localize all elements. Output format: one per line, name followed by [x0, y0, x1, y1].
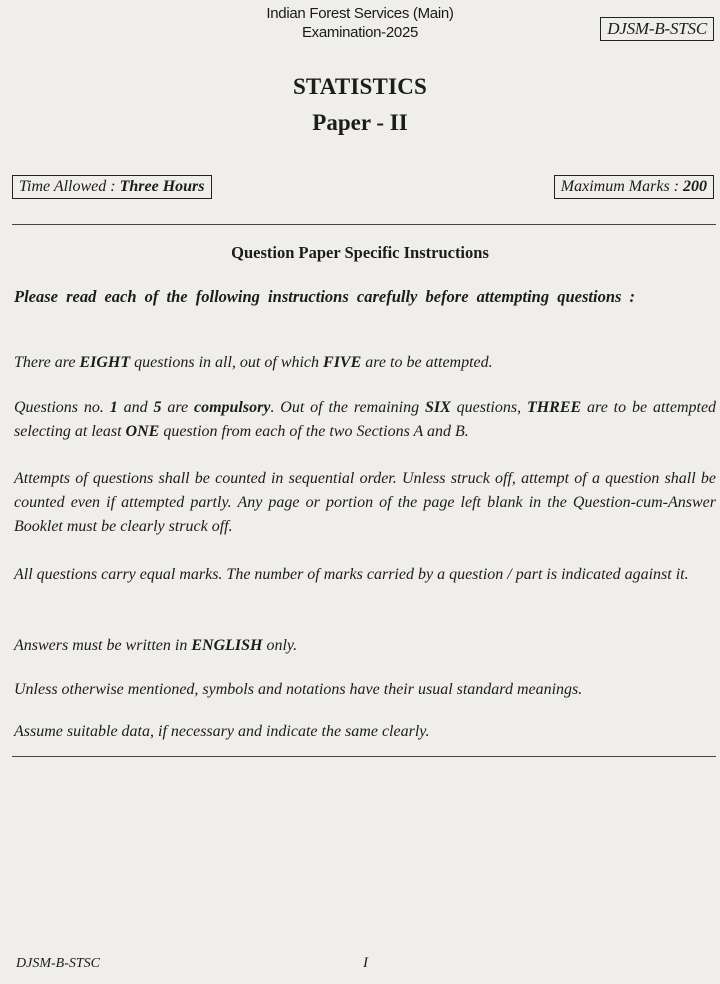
instruction-language: Answers must be written in ENGLISH only. — [14, 637, 298, 654]
instruction-compulsory: Questions no. 1 and 5 are compulsory. Out of the remaining SIX questions, THREE are to be attempted selecting at least ONE question from each of the two Sections A and B. — [14, 399, 717, 440]
paper-code-box: DJSM-B-STSC — [600, 17, 714, 41]
instruction-sequential-order: Attempts of questions shall be counted in sequential order. Unless struck off, attempt of a question shall be counted even if attempted partly. Any page or portion of the page left blank in the Question-cum-Answer Booklet must be clearly struck off. — [14, 470, 716, 535]
bottom-divider — [12, 756, 716, 757]
exam-year: Examination-2025 — [301, 24, 419, 41]
paper-title: Paper - II — [312, 110, 408, 135]
exam-name: Indian Forest Services (Main) — [266, 5, 454, 22]
marks-value: 200 — [683, 178, 707, 195]
top-divider — [12, 224, 716, 225]
footer-paper-code: DJSM-B-STSC — [16, 956, 100, 971]
marks-label: Maximum Marks : — [560, 178, 683, 195]
footer-page-number: I — [363, 955, 368, 971]
instructions-lead: Please read each of the following instructions carefully before attempting questions : — [14, 287, 636, 306]
maximum-marks-box — [554, 175, 714, 199]
instructions-heading: Question Paper Specific Instructions — [231, 243, 489, 262]
time-allowed-box — [12, 175, 212, 199]
instruction-question-count: There are EIGHT questions in all, out of which FIVE are to be attempted. — [14, 354, 493, 371]
instruction-notations: Unless otherwise mentioned, symbols and notations have their usual standard meanings. — [14, 681, 583, 698]
instruction-equal-marks: All questions carry equal marks. The number of marks carried by a question / part is indicated against it. — [14, 566, 689, 583]
time-label: Time Allowed : — [19, 178, 120, 195]
subject-title: STATISTICS — [292, 74, 428, 99]
time-value: Three Hours — [119, 178, 205, 195]
instruction-assume-data: Assume suitable data, if necessary and indicate the same clearly. — [14, 723, 430, 740]
